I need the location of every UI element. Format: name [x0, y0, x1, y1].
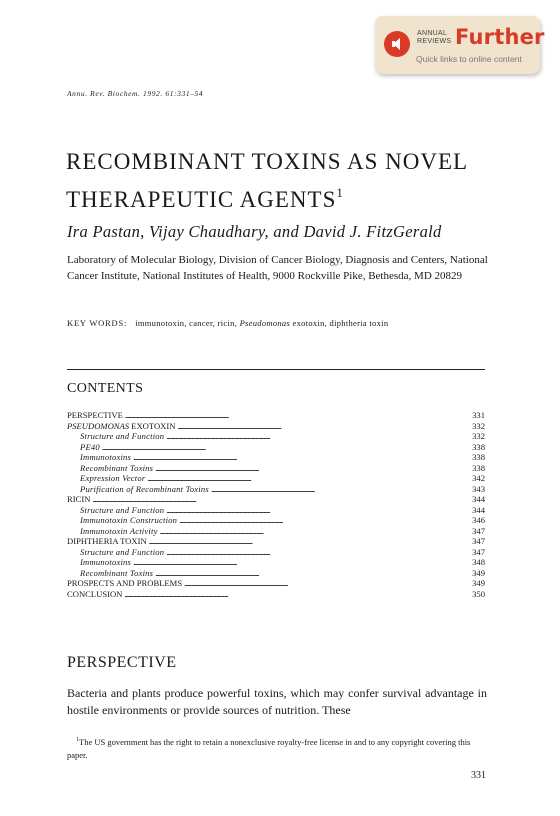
affiliation: Laboratory of Molecular Biology, Division of Cancer Biology, Diagnosis and Centers, National Cancer Institute, National Institutes of Health, 9000 Rockville Pike, Bethesda, MD 20829 [67, 254, 488, 282]
toc-entry [67, 578, 485, 589]
toc-entry-label: DIPHTHERIA TOXIN [67, 536, 147, 546]
toc-entry-page: 347 [472, 525, 485, 536]
section-divider [67, 369, 485, 370]
toc-entry-page: 348 [472, 557, 485, 567]
toc-entry-page: 332 [472, 431, 485, 441]
toc-entry-page: 331 [472, 410, 485, 420]
toc-entry-label: RICIN [67, 494, 91, 504]
toc-entry-page: 332 [472, 420, 485, 431]
toc-dot-leader [92, 494, 453, 505]
footnote [67, 734, 487, 762]
toc-entry [67, 484, 485, 495]
toc-entry [67, 568, 485, 579]
toc-dot-leader [184, 578, 453, 589]
toc-entry-label: Immunotoxin Activity [80, 525, 158, 536]
toc-dot-leader [166, 505, 453, 516]
toc-entry [67, 536, 485, 547]
toc-entry-page: 350 [472, 588, 485, 599]
toc-entry-page: 347 [472, 536, 485, 546]
toc-dot-leader [102, 442, 453, 453]
toc-entry-label: PE40 [80, 441, 100, 452]
toc-entry-page: 338 [472, 462, 485, 473]
toc-entry-label: Recombinant Toxins [80, 567, 154, 578]
article-title [66, 146, 506, 215]
toc-entry [67, 494, 485, 505]
badge-tagline: Quick links to online content [416, 54, 522, 64]
toc-entry-page: 349 [472, 567, 485, 578]
journal-citation: Annu. Rev. Biochem. 1992. 61:331–54 [67, 89, 204, 98]
toc-dot-leader [166, 431, 453, 442]
toc-entry-label: Structure and Function [80, 546, 165, 557]
title-footnote-mark: 1 [336, 185, 344, 200]
section-heading: PERSPECTIVE [67, 654, 177, 671]
further-badge[interactable] [375, 16, 545, 74]
toc-dot-leader [124, 589, 453, 600]
toc-entry [67, 505, 485, 516]
toc-entry-label: Immunotoxin Construction [80, 515, 178, 525]
toc-dot-leader [179, 515, 453, 526]
toc-entry-label: Purification of Recombinant Toxins [80, 483, 209, 494]
toc-entry-label-italic: PSEUDOMONAS [67, 420, 130, 431]
toc-entry-label: PERSPECTIVE [67, 410, 123, 420]
toc-entry [67, 452, 485, 463]
toc-entry-label: Structure and Function [80, 504, 165, 515]
toc-entry-label: PROSPECTS AND PROBLEMS [67, 578, 183, 588]
key-words-part-1: immunotoxin, cancer, ricin, [135, 318, 240, 328]
toc-entry-page: 347 [472, 546, 485, 557]
toc-entry [67, 442, 485, 453]
key-words-italic: Pseudomonas [239, 318, 291, 328]
reviews-text: REVIEWS [417, 38, 452, 45]
page-number: 331 [471, 770, 486, 781]
toc-entry-label: PSEUDOMONAS EXOTOXIN [67, 420, 176, 431]
toc-entry-page: 344 [472, 494, 485, 504]
toc-entry [67, 463, 485, 474]
toc-dot-leader [166, 547, 453, 558]
toc-dot-leader [125, 410, 453, 421]
body-paragraph: Bacteria and plants produce powerful toxins, which may confer survival advantage in hostile environments or provide sources of nutrition. These [67, 686, 487, 717]
toc-entry [67, 547, 485, 558]
author-list: Ira Pastan, Vijay Chaudhary, and David J. FitzGerald [67, 222, 442, 241]
toc-entry [67, 431, 485, 442]
toc-entry-label: Structure and Function [80, 431, 165, 441]
further-logo-text: Further [455, 25, 545, 49]
toc-entry-label: Recombinant Toxins [80, 462, 154, 473]
toc-entry [67, 515, 485, 526]
toc-dot-leader [133, 452, 453, 463]
toc-dot-leader [147, 473, 453, 484]
toc-entry-page: 349 [472, 578, 485, 588]
toc-dot-leader [211, 484, 453, 495]
key-words [67, 318, 497, 328]
toc-entry-page: 343 [472, 483, 485, 494]
toc-dot-leader [155, 463, 453, 474]
toc-dot-leader [133, 557, 453, 568]
table-of-contents [67, 410, 485, 599]
key-words-label: KEY WORDS: [67, 318, 128, 328]
title-text: RECOMBINANT TOXINS AS NOVEL THERAPEUTIC AGENTS [66, 149, 468, 212]
toc-entry-page: 338 [472, 441, 485, 452]
footnote-text: The US government has the right to retain a nonexclusive royalty-free license in and to any copyright covering this paper. [67, 736, 471, 760]
toc-entry [67, 589, 485, 600]
toc-entry-page: 344 [472, 504, 485, 515]
toc-dot-leader [160, 526, 453, 537]
toc-entry [67, 410, 485, 421]
toc-entry-page: 346 [472, 515, 485, 525]
toc-entry-label: CONCLUSION [67, 588, 123, 599]
toc-entry-label: Immunotoxins [80, 452, 132, 462]
toc-dot-leader [155, 568, 453, 579]
toc-entry-label: Expression Vector [80, 473, 146, 483]
toc-dot-leader [177, 421, 453, 432]
toc-entry-page: 342 [472, 473, 485, 483]
toc-dot-leader [149, 536, 453, 547]
key-words-part-2: exotoxin, diphtheria toxin [290, 318, 389, 328]
speaker-play-icon [384, 31, 410, 57]
annual-reviews-logo-text [417, 30, 457, 46]
toc-entry-label: Immunotoxins [80, 557, 132, 567]
footnote-mark: 1 [76, 737, 79, 743]
toc-entry [67, 526, 485, 537]
annual-text: ANNUAL [417, 30, 448, 37]
toc-entry [67, 557, 485, 568]
contents-heading: CONTENTS [67, 381, 144, 396]
toc-entry-page: 338 [472, 452, 485, 462]
toc-entry [67, 473, 485, 484]
toc-entry [67, 421, 485, 432]
